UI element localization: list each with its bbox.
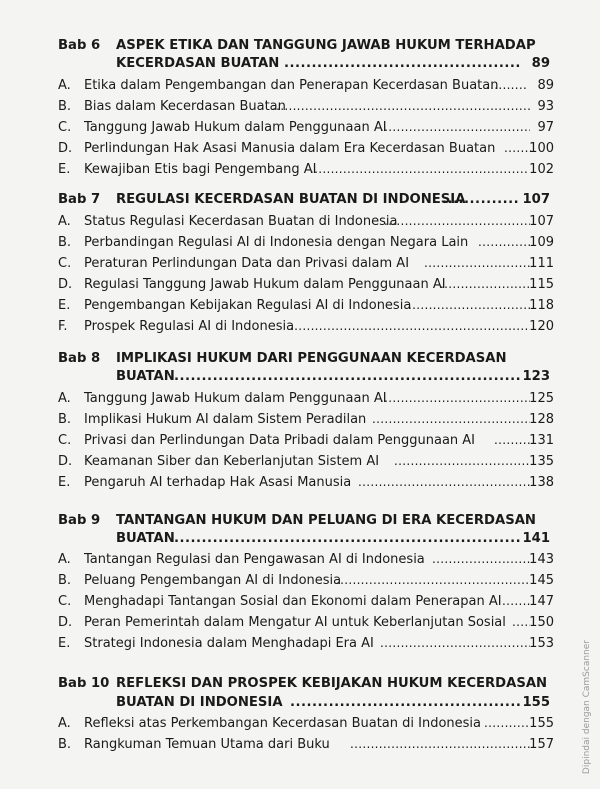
toc-entry (58, 99, 554, 119)
entry-letter: A. (58, 214, 71, 229)
toc-entry (58, 277, 554, 297)
dot-leader (290, 695, 520, 713)
chapter-label: Bab 9 (58, 513, 101, 528)
entry-title: Keamanan Siber dan Keberlanjutan Sistem AI (84, 454, 380, 469)
entry-letter: D. (58, 277, 73, 292)
dot-leader (272, 99, 530, 117)
entry-letter: B. (58, 737, 72, 752)
entry-title: Pengaruh AI terhadap Hak Asasi Manusia (84, 475, 352, 490)
toc-entry (58, 737, 554, 757)
dot-leader (284, 56, 520, 74)
dot-leader (380, 636, 530, 654)
chapter-heading-cont (58, 369, 550, 389)
chapter-heading (58, 192, 550, 212)
dot-leader (290, 319, 530, 337)
chapter-title: REGULASI KECERDASAN BUATAN DI INDONESIA (116, 192, 466, 207)
entry-title: Pengembangan Kebijakan Regulasi AI di Indonesia (84, 298, 412, 313)
dot-leader (504, 141, 532, 159)
toc-entry (58, 454, 554, 474)
chapter-heading (58, 676, 550, 696)
dot-leader (174, 531, 520, 549)
entry-title: Refleksi atas Perkembangan Kecerdasan Buatan di Indonesia (84, 716, 481, 731)
chapter-title-cont: BUATAN (116, 531, 175, 546)
entry-page: 145 (529, 573, 554, 588)
toc-entry (58, 433, 554, 453)
toc-entry (58, 552, 554, 572)
dot-leader (174, 369, 520, 387)
entry-title: Menghadapi Tantangan Sosial dan Ekonomi dalam Penerapan AI (84, 594, 502, 609)
entry-page: 147 (529, 594, 554, 609)
entry-letter: C. (58, 120, 72, 135)
entry-title: Rangkuman Temuan Utama dari Buku (84, 737, 330, 752)
chapter-title: IMPLIKASI HUKUM DARI PENGGUNAAN KECERDASAN (116, 351, 507, 366)
chapter-label: Bab 8 (58, 351, 101, 366)
dot-leader (358, 475, 530, 493)
chapter-label: Bab 6 (58, 38, 101, 53)
dot-leader (310, 162, 528, 180)
dot-leader (484, 716, 530, 734)
entry-page: 111 (529, 256, 554, 271)
chapter-heading-cont (58, 56, 550, 76)
toc-entry (58, 141, 554, 161)
toc-entry (58, 412, 554, 432)
dot-leader (350, 737, 530, 755)
entry-page: 125 (529, 391, 554, 406)
entry-title: Bias dalam Kecerdasan Buatan (84, 99, 286, 114)
entry-page: 102 (529, 162, 554, 177)
dot-leader (380, 391, 530, 409)
toc-entry (58, 298, 554, 318)
entry-title: Perlindungan Hak Asasi Manusia dalam Era Kecerdasan Buatan (84, 141, 496, 156)
toc-entry (58, 716, 554, 736)
dot-leader (408, 298, 530, 316)
dot-leader (494, 433, 530, 451)
entry-title: Implikasi Hukum AI dalam Sistem Peradilan (84, 412, 367, 427)
chapter-heading-cont (58, 531, 550, 551)
entry-letter: E. (58, 162, 71, 177)
chapter-title-cont: BUATAN (116, 369, 175, 384)
entry-title: Perbandingan Regulasi AI di Indonesia dengan Negara Lain (84, 235, 469, 250)
entry-letter: E. (58, 475, 71, 490)
entry-title: Peraturan Perlindungan Data dan Privasi dalam AI (84, 256, 410, 271)
entry-page: 118 (529, 298, 554, 313)
chapter-title-cont: KECERDASAN BUATAN (116, 56, 280, 71)
entry-letter: E. (58, 636, 71, 651)
toc-entry (58, 162, 554, 182)
chapter-page: 155 (522, 695, 550, 710)
entry-page: 131 (529, 433, 554, 448)
entry-page: 120 (529, 319, 554, 334)
toc-entry (58, 256, 554, 276)
chapter-heading (58, 513, 550, 533)
entry-title: Etika dalam Pengembangan dan Penerapan Kecerdasan Buatan (84, 78, 499, 93)
entry-letter: C. (58, 433, 72, 448)
entry-letter: B. (58, 235, 72, 250)
dot-leader (372, 412, 530, 430)
dot-leader (432, 552, 530, 570)
entry-letter: B. (58, 573, 72, 588)
chapter-heading (58, 38, 550, 58)
chapter-page: 141 (522, 531, 550, 546)
entry-title: Peran Pemerintah dalam Mengatur AI untuk Keberlanjutan Sosial (84, 615, 506, 630)
chapter-page: 107 (522, 192, 550, 207)
entry-page: 157 (529, 737, 554, 752)
entry-letter: E. (58, 298, 71, 313)
dot-leader (424, 256, 530, 274)
entry-page: 109 (529, 235, 554, 250)
entry-letter: F. (58, 319, 68, 334)
entry-letter: A. (58, 552, 71, 567)
dot-leader (384, 214, 530, 232)
chapter-label: Bab 7 (58, 192, 101, 207)
entry-page: 100 (529, 141, 554, 156)
entry-page: 135 (529, 454, 554, 469)
entry-title: Regulasi Tanggung Jawab Hukum dalam Penggunaan AI (84, 277, 446, 292)
entry-page: 150 (529, 615, 554, 630)
entry-page: 155 (529, 716, 554, 731)
entry-page: 107 (529, 214, 554, 229)
chapter-page: 123 (522, 369, 550, 384)
dot-leader (336, 573, 530, 591)
entry-page: 97 (537, 120, 554, 135)
entry-letter: C. (58, 594, 72, 609)
dot-leader (442, 192, 520, 210)
entry-title: Tanggung Jawab Hukum dalam Penggunaan AI (84, 120, 387, 135)
toc-entry (58, 615, 554, 635)
entry-page: 128 (529, 412, 554, 427)
entry-letter: B. (58, 99, 72, 114)
toc-entry (58, 120, 554, 140)
dot-leader (512, 615, 530, 633)
entry-letter: D. (58, 615, 73, 630)
toc-entry (58, 391, 554, 411)
chapter-heading-cont (58, 695, 550, 715)
chapter-label: Bab 10 (58, 676, 110, 691)
chapter-heading (58, 351, 550, 371)
entry-page: 143 (529, 552, 554, 567)
chapter-page: 89 (531, 56, 550, 71)
entry-letter: D. (58, 141, 73, 156)
entry-page: 138 (529, 475, 554, 490)
entry-title: Kewajiban Etis bagi Pengembang AI (84, 162, 317, 177)
dot-leader (380, 120, 530, 138)
chapter-title: ASPEK ETIKA DAN TANGGUNG JAWAB HUKUM TERHADAP (116, 38, 536, 53)
entry-title: Strategi Indonesia dalam Menghadapi Era AI (84, 636, 374, 651)
entry-page: 93 (537, 99, 554, 114)
entry-letter: C. (58, 256, 72, 271)
entry-letter: D. (58, 454, 73, 469)
dot-leader (394, 454, 530, 472)
entry-page: 153 (529, 636, 554, 651)
dot-leader (478, 235, 530, 253)
entry-letter: A. (58, 716, 71, 731)
entry-title: Peluang Pengembangan AI di Indonesia (84, 573, 342, 588)
entry-title: Tanggung Jawab Hukum dalam Penggunaan AI (84, 391, 387, 406)
toc-entry (58, 573, 554, 593)
dot-leader (486, 78, 528, 96)
entry-title: Privasi dan Perlindungan Data Pribadi dalam Penggunaan AI (84, 433, 476, 448)
dot-leader (440, 277, 530, 295)
chapter-title: TANTANGAN HUKUM DAN PELUANG DI ERA KECERDASAN (116, 513, 536, 528)
toc-entry (58, 594, 554, 614)
toc-entry (58, 636, 554, 656)
entry-letter: A. (58, 78, 71, 93)
entry-title: Status Regulasi Kecerdasan Buatan di Indonesia (84, 214, 398, 229)
chapter-title-cont: BUATAN DI INDONESIA (116, 695, 283, 710)
entry-page: 115 (529, 277, 554, 292)
scanner-watermark: Dipindai dengan CamScanner (582, 640, 592, 775)
dot-leader (502, 594, 530, 612)
entry-letter: A. (58, 391, 71, 406)
chapter-title: REFLEKSI DAN PROSPEK KEBIJAKAN HUKUM KECERDASAN (116, 676, 548, 691)
toc-entry (58, 78, 554, 98)
entry-page: 89 (537, 78, 554, 93)
entry-title: Prospek Regulasi AI di Indonesia (84, 319, 295, 334)
entry-letter: B. (58, 412, 72, 427)
toc-entry (58, 475, 554, 495)
toc-entry (58, 235, 554, 255)
toc-entry (58, 214, 554, 234)
entry-title: Tantangan Regulasi dan Pengawasan AI di Indonesia (84, 552, 425, 567)
toc-entry (58, 319, 554, 339)
